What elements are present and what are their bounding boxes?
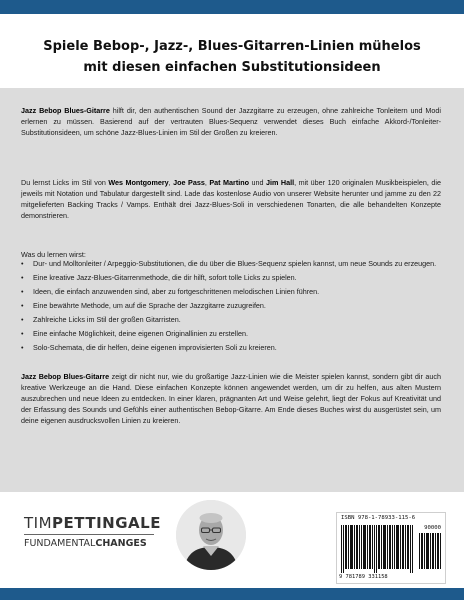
title-line-2: mit diesen einfachen Substitutionsideen bbox=[83, 60, 381, 75]
closing-book-name: Jazz Bebop Blues-Gitarre bbox=[21, 372, 110, 382]
publisher-logo bbox=[24, 538, 147, 549]
footer bbox=[0, 492, 464, 588]
author-portrait bbox=[176, 500, 246, 570]
licks-text-1: Du lernst Licks im Stil von bbox=[21, 178, 109, 188]
licks-text-5: , mit über 120 originalen Musikbeispielen, die jeweils mit Notation und Tabulatur dargestellt sind. Lade das kostenlose Audio von unserer Website herunter und jamme zu den 22 mitgelieferten Backing Tracks / Vamps. Enthält drei Jazz-Blues-Soli in verschiedenen Tonarten, die alle behandelten Konzepte demonstrieren. bbox=[21, 178, 441, 221]
licks-text-2: , bbox=[168, 178, 174, 188]
page-title bbox=[10, 36, 454, 78]
intro-text: hilft dir, den authentischen Sound der Jazzgitarre zu erzeugen, ohne zahlreiche Tonleitern und Modi erlernen zu müssen. Basierend auf der vertrauten Blues-Sequenz verwendet dieses Buch einfache Akkord-/Tonleiter-Substitutionsideen, um schöne Jazz-Blues-Linien im Stil der Großen zu kreieren. bbox=[21, 106, 442, 138]
closing-paragraph bbox=[21, 371, 441, 426]
isbn-label: ISBN 978-1-78933-115-6 bbox=[341, 515, 416, 521]
publisher-name-a: FUNDAMENTAL bbox=[24, 538, 96, 549]
list-item-text: Dur- und Molltonleiter / Arpeggio-Substitutionen, die du über die Blues-Sequenz spielen kannst, um neue Sounds zu erzeugen. bbox=[33, 259, 437, 268]
logo-divider bbox=[24, 534, 154, 535]
licks-text-3: , bbox=[204, 178, 210, 188]
bullet-icon: • bbox=[21, 287, 24, 296]
price-barcode-icon bbox=[419, 533, 441, 569]
list-item-text: Eine kreative Jazz-Blues-Gitarrenmethode, die dir hilft, sofort tolle Licks zu spielen. bbox=[33, 273, 297, 282]
barcode-icon bbox=[341, 525, 415, 573]
learn-heading: Was du lernen wirst: bbox=[21, 250, 86, 260]
list-item bbox=[21, 272, 441, 283]
bullet-icon: • bbox=[21, 329, 24, 338]
author-logo bbox=[24, 514, 161, 532]
title-line-1: Spiele Bebop-, Jazz-, Blues-Gitarren-Linien mühelos bbox=[43, 39, 421, 54]
list-item bbox=[21, 300, 441, 311]
list-item-text: Ideen, die einfach anzuwenden sind, aber zu fortgeschrittenen melodischen Linien führen. bbox=[33, 287, 320, 296]
bullet-icon: • bbox=[21, 315, 24, 324]
header bbox=[0, 14, 464, 88]
list-item bbox=[21, 258, 441, 269]
list-item-text: Eine bewährte Methode, um auf die Sprache der Jazzgitarre zuzugreifen. bbox=[33, 301, 266, 310]
list-item bbox=[21, 286, 441, 297]
artist-jim-hall: Jim Hall bbox=[266, 178, 295, 188]
price-code: 90000 bbox=[424, 525, 441, 531]
intro-paragraph bbox=[21, 105, 441, 138]
list-item-text: Eine einfache Möglichkeit, deine eigenen Originallinien zu erstellen. bbox=[33, 329, 248, 338]
list-item bbox=[21, 328, 441, 339]
closing-text: zeigt dir nicht nur, wie du großartige Jazz-Linien wie die Meister spielen kannst, sondern gibt dir auch kreative Werkzeuge an die Hand. Diese einfachen Konzepte können angewendet werden, um dir zu helfen, aus alten Mustern auszubrechen und neue Ideen zu entdecken. In einer klaren, prägnanten Art und Weise gelehrt, liegt der Fokus auf Kreativität und der Erfassung des Sounds und Gefühls einer authentischen Bebop-Gitarre. Am Ende dieses Buches wirst du ausgerüstet sein, um deine eigenen ausdrucksvollen Linien zu kreieren. bbox=[21, 372, 441, 426]
list-item bbox=[21, 342, 441, 353]
bottom-accent-bar bbox=[0, 588, 464, 600]
bullet-icon: • bbox=[21, 259, 24, 268]
intro-book-name: Jazz Bebop Blues-Gitarre bbox=[21, 106, 110, 116]
publisher-name-b: CHANGES bbox=[95, 538, 147, 549]
barcode-digits: 9 781789 331158 bbox=[339, 574, 388, 580]
learn-list bbox=[21, 258, 441, 356]
author-portrait-icon bbox=[176, 500, 246, 570]
description-panel bbox=[0, 88, 464, 492]
list-item bbox=[21, 314, 441, 325]
licks-text-4: und bbox=[249, 178, 267, 188]
barcode bbox=[336, 512, 446, 584]
artist-wes-montgomery: Wes Montgomery bbox=[108, 178, 169, 188]
bullet-icon: • bbox=[21, 273, 24, 282]
licks-paragraph bbox=[21, 177, 441, 221]
artist-joe-pass: Joe Pass bbox=[173, 178, 205, 188]
artist-pat-martino: Pat Martino bbox=[209, 178, 249, 188]
author-last-name: PETTINGALE bbox=[52, 514, 161, 532]
author-first-name: TIM bbox=[24, 514, 53, 532]
top-accent-bar bbox=[0, 0, 464, 14]
list-item-text: Zahlreiche Licks im Stil der großen Gitarristen. bbox=[33, 315, 181, 324]
bullet-icon: • bbox=[21, 301, 24, 310]
list-item-text: Solo-Schemata, die dir helfen, deine eigenen improvisierten Soli zu kreieren. bbox=[33, 343, 277, 352]
bullet-icon: • bbox=[21, 343, 24, 352]
